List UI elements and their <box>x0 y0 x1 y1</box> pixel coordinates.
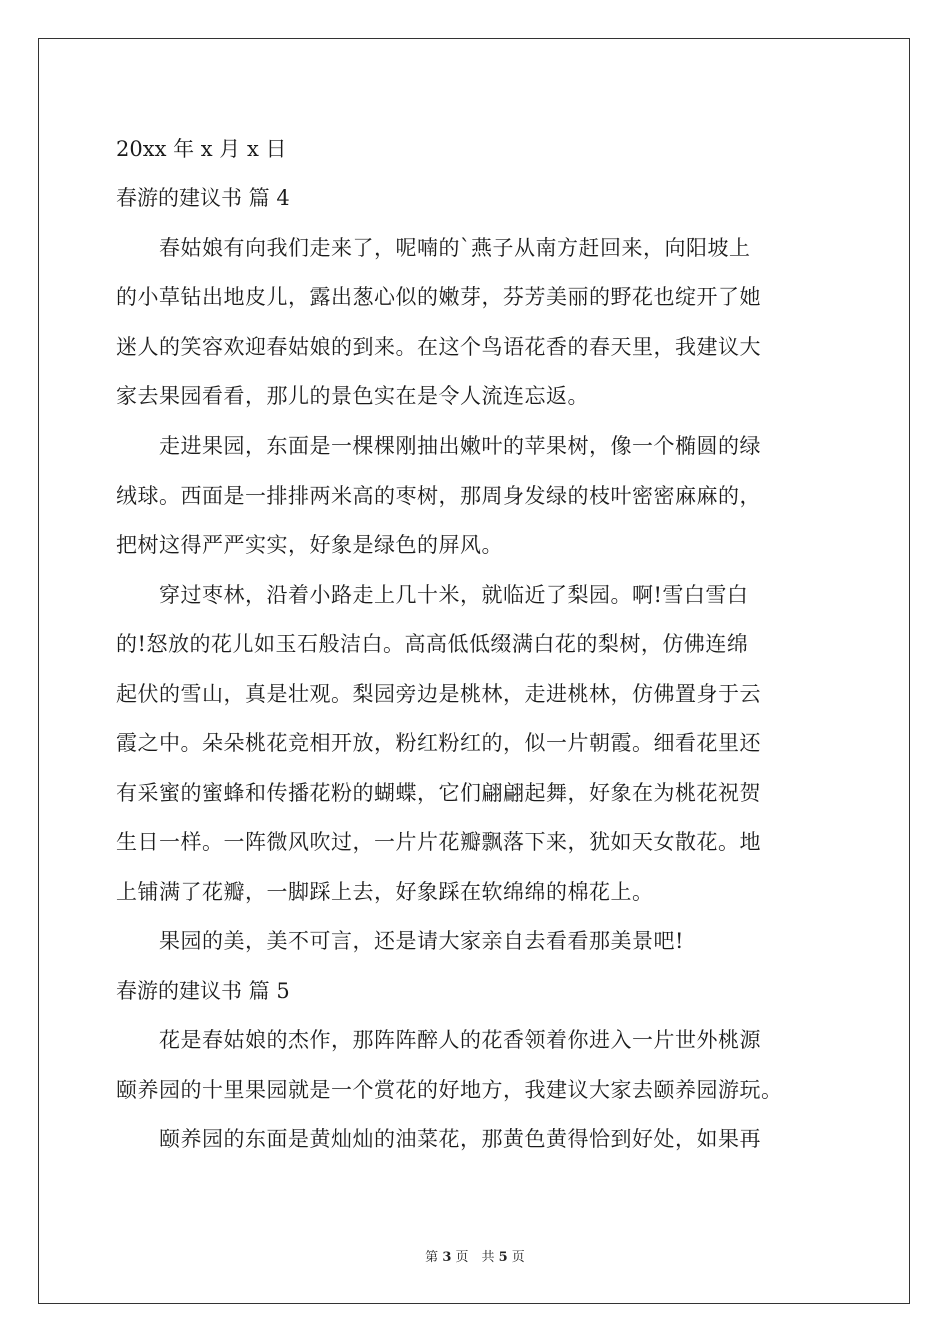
section-4-line: 上铺满了花瓣，一脚踩上去，好象踩在软绵绵的棉花上。 <box>116 880 654 904</box>
section-4-line: 把树这得严严实实，好象是绿色的屏风。 <box>116 533 503 557</box>
section-4-line: 生日一样。一阵微风吹过，一片片花瓣飘落下来，犹如天女散花。地 <box>116 830 761 854</box>
section-4-heading: 春游的建议书 篇 4 <box>116 186 290 210</box>
footer-suffix: 页 <box>507 1250 525 1265</box>
section-4-line: 迷人的笑容欢迎春姑娘的到来。在这个鸟语花香的春天里，我建议大 <box>116 335 761 359</box>
date-line: 20xx 年 x 月 x 日 <box>116 137 287 161</box>
section-5-line: 颐养园的东面是黄灿灿的油菜花，那黄色黄得恰到好处，如果再 <box>116 1127 761 1151</box>
section-5-line: 颐养园的十里果园就是一个赏花的好地方，我建议大家去颐养园游玩。 <box>116 1078 783 1102</box>
total-pages-number: 5 <box>498 1250 508 1265</box>
footer-middle: 页 共 <box>451 1250 499 1265</box>
section-4-line: 家去果园看看，那儿的景色实在是令人流连忘返。 <box>116 384 589 408</box>
page-footer <box>0 1246 950 1265</box>
section-4-line: 绒球。西面是一排排两米高的枣树，那周身发绿的枝叶密密麻麻的， <box>116 484 761 508</box>
section-4-line: 走进果园，东面是一棵棵刚抽出嫩叶的苹果树，像一个椭圆的绿 <box>116 434 761 458</box>
section-4-line: 有采蜜的蜜蜂和传播花粉的蝴蝶，它们翩翩起舞，好象在为桃花祝贺 <box>116 781 761 805</box>
section-4-line: 的!怒放的花儿如玉石般洁白。高高低低缀满白花的梨树，仿佛连绵 <box>116 632 749 656</box>
section-4-line: 霞之中。朵朵桃花竞相开放，粉红粉红的，似一片朝霞。细看花里还 <box>116 731 761 755</box>
section-4-line: 的小草钻出地皮儿，露出葱心似的嫩芽，芬芳美丽的野花也绽开了她 <box>116 285 761 309</box>
section-5-heading: 春游的建议书 篇 5 <box>116 979 290 1003</box>
current-page-number: 3 <box>442 1250 452 1265</box>
section-4-line: 果园的美，美不可言，还是请大家亲自去看看那美景吧! <box>116 929 684 953</box>
page-border <box>38 38 910 1304</box>
section-4-line: 穿过枣林，沿着小路走上几十米，就临近了梨园。啊!雪白雪白 <box>116 583 749 607</box>
section-4-line: 起伏的雪山，真是壮观。梨园旁边是桃林，走进桃林，仿佛置身于云 <box>116 682 761 706</box>
footer-prefix: 第 <box>425 1250 443 1265</box>
section-5-line: 花是春姑娘的杰作，那阵阵醉人的花香领着你进入一片世外桃源 <box>116 1028 761 1052</box>
section-4-line: 春姑娘有向我们走来了，呢喃的`燕子从南方赶回来，向阳坡上 <box>116 236 751 260</box>
